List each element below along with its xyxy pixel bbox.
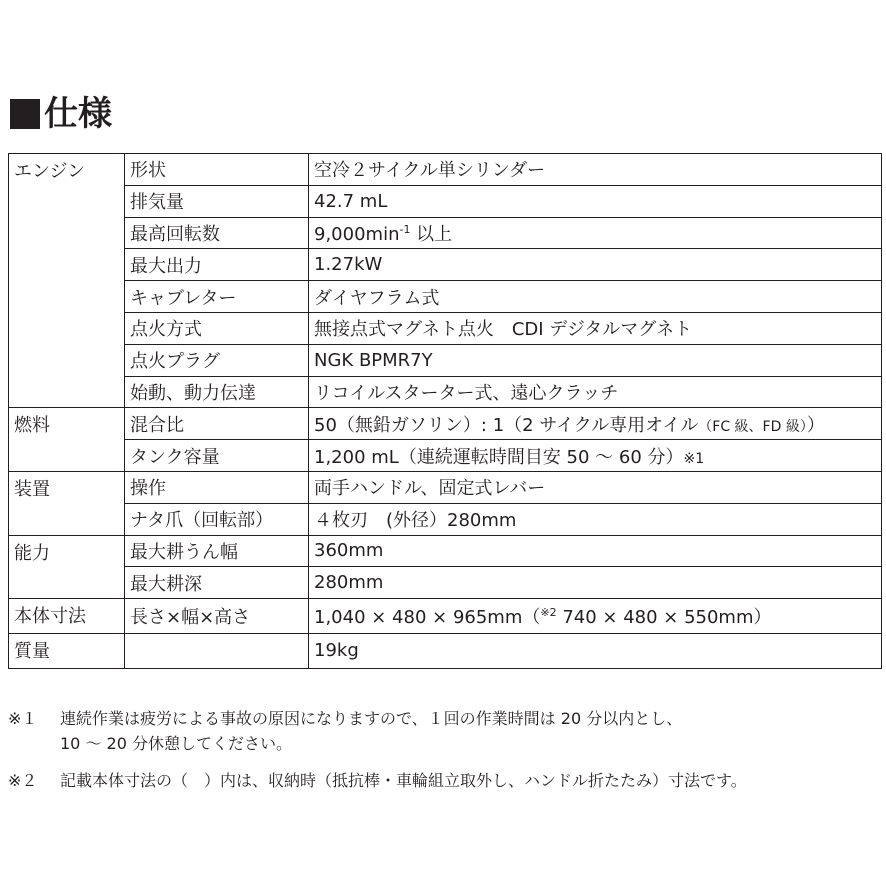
table-row (9, 535, 882, 567)
value-cell (309, 599, 882, 634)
spec-table (8, 153, 882, 669)
category-cell: 能力 (9, 535, 125, 599)
value-cell: リコイルスターター式、遠心クラッチ (309, 376, 882, 408)
value-cell (309, 217, 882, 249)
value-cell: 360mm (309, 535, 882, 567)
item-cell: 最大出力 (125, 249, 309, 281)
value-small: （FC 級、FD 級） (698, 418, 807, 435)
table-row (9, 503, 882, 535)
item-cell: 長さ×幅×高さ (125, 599, 309, 634)
item-cell: 操作 (125, 471, 309, 503)
table-row (9, 633, 882, 668)
value-cell: 42.7 mL (309, 185, 882, 217)
value-tail: 以上 (410, 223, 453, 245)
value-cell: 280mm (309, 567, 882, 599)
footnote-line: 記載本体寸法の（ ）内は、収納時（抵抗棒・車輪組立取外し、ハンドル折たたみ）寸法です。 (60, 771, 747, 790)
table-row (9, 471, 882, 503)
value-main: 1,040 × 480 × 965mm（ (314, 607, 541, 629)
value-superscript: ※2 (540, 606, 557, 620)
footnote-line: 10 ～ 20 分休憩してください。 (60, 734, 292, 753)
item-cell (125, 633, 309, 668)
footnote-2 (8, 768, 747, 793)
table-row (9, 408, 882, 440)
item-cell: 形状 (125, 154, 309, 186)
table-row (9, 185, 882, 217)
value-cell: 無接点式マグネト点火 CDI デジタルマグネト (309, 312, 882, 344)
footnote-line: 連続作業は疲労による事故の原因になりますので、１回の作業時間は 20 分以内とし、 (60, 709, 683, 728)
item-cell: 最大耕うん幅 (125, 535, 309, 567)
value-cell: ダイヤフラム式 (309, 281, 882, 313)
value-main: 1,200 mL（連続運転時間目安 50 ～ 60 分） (314, 446, 684, 468)
footnote-mark: ※１ (8, 709, 38, 728)
category-cell: 質量 (9, 633, 125, 668)
table-row (9, 344, 882, 376)
category-cell: エンジン (9, 154, 125, 408)
table-row (9, 376, 882, 408)
value-cell: ４枚刃 (外径）280mm (309, 503, 882, 535)
item-cell: 最高回転数 (125, 217, 309, 249)
table-row (9, 440, 882, 472)
category-cell: 燃料 (9, 408, 125, 472)
value-cell: 空冷２サイクル単シリンダー (309, 154, 882, 186)
table-row (9, 217, 882, 249)
value-note-mark: ※1 (683, 450, 705, 467)
value-cell (309, 440, 882, 472)
page-title (10, 92, 112, 136)
page-title-text: 仕様 (44, 94, 112, 134)
value-cell: 1.27kW (309, 249, 882, 281)
footnote-1 (8, 706, 747, 756)
category-cell: 本体寸法 (9, 599, 125, 634)
value-cell: 両手ハンドル、固定式レバー (309, 471, 882, 503)
item-cell: タンク容量 (125, 440, 309, 472)
table-row (9, 567, 882, 599)
value-cell (309, 408, 882, 440)
footnotes (8, 706, 747, 793)
value-cell: 19kg (309, 633, 882, 668)
item-cell: 始動、動力伝達 (125, 376, 309, 408)
table-row (9, 249, 882, 281)
table-row (9, 312, 882, 344)
table-row (9, 599, 882, 634)
table-row (9, 281, 882, 313)
value-cell: NGK BPMR7Y (309, 344, 882, 376)
value-main: 50（無鉛ガソリン）: 1（2 サイクル専用オイル (314, 414, 699, 436)
item-cell: ナタ爪（回転部） (125, 503, 309, 535)
table-row (9, 154, 882, 186)
item-cell: キャブレター (125, 281, 309, 313)
footnote-mark: ※２ (8, 771, 38, 790)
item-cell: 点火方式 (125, 312, 309, 344)
value-main: 9,000min (314, 223, 400, 245)
item-cell: 点火プラグ (125, 344, 309, 376)
value-tail: ） (806, 414, 825, 436)
category-cell: 装置 (9, 471, 125, 535)
item-cell: 混合比 (125, 408, 309, 440)
square-bullet-icon (10, 99, 40, 129)
item-cell: 排気量 (125, 185, 309, 217)
item-cell: 最大耕深 (125, 567, 309, 599)
value-superscript: -1 (399, 222, 411, 236)
value-tail: 740 × 480 × 550mm） (556, 607, 772, 629)
